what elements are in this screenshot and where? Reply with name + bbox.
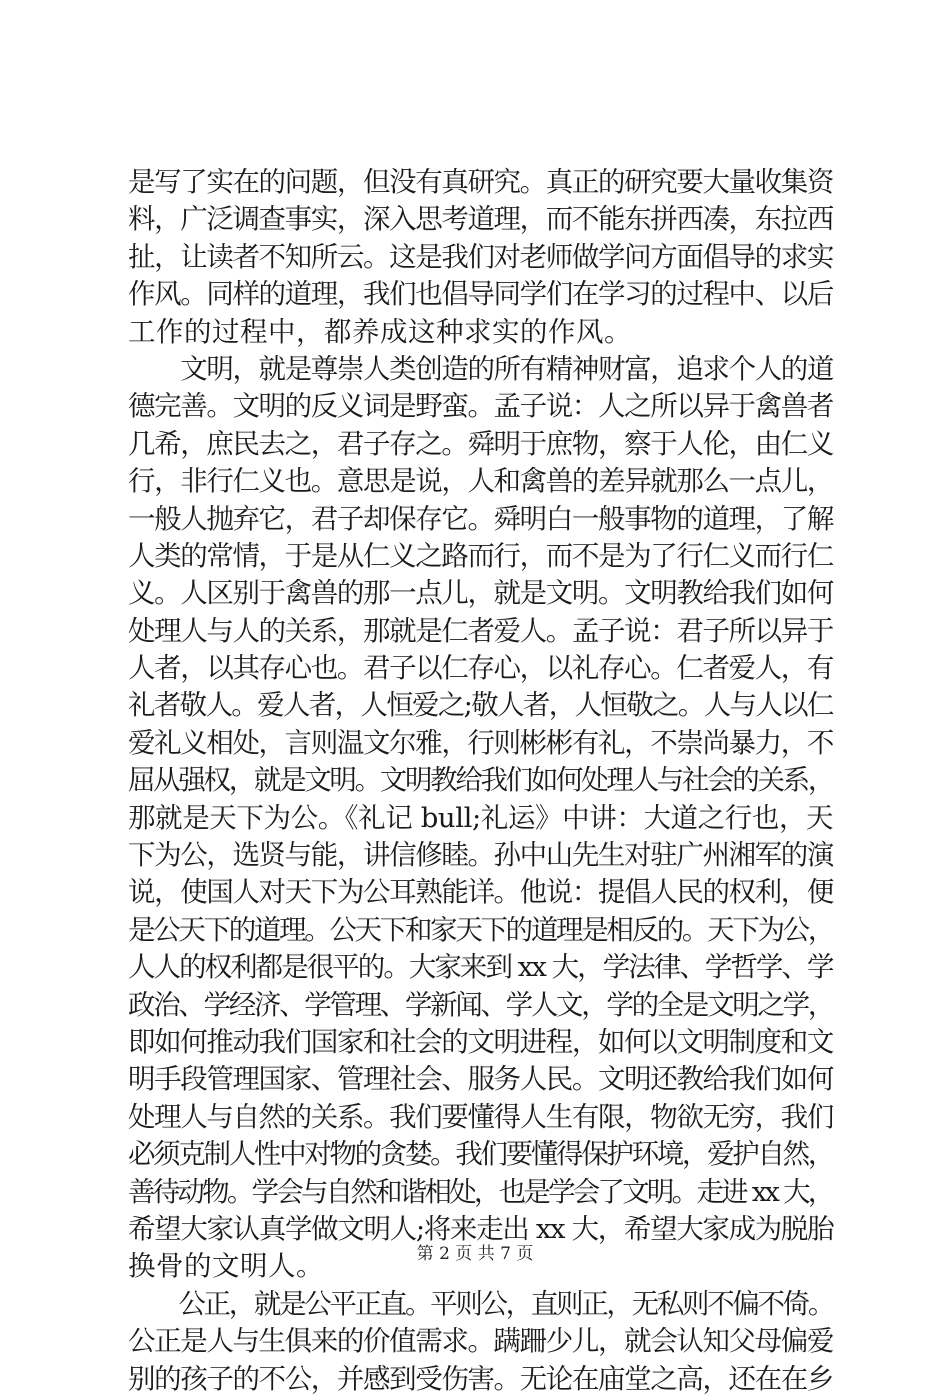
text-line: 人者，以其存心也。君子以仁存心，以礼存心。仁者爱人，有 [128,652,833,685]
text-line: 希望大家认真学做文明人;将来走出 xx 大，希望大家成为脱胎 [128,1212,834,1245]
text-line: 必须克制人性中对物的贪婪。我们要懂得保护环境，爱护自然， [128,1138,833,1171]
text-line: 文明，就是尊崇人类创造的所有精神财富，追求个人的道 [128,352,833,385]
text-line: 那就是天下为公。《礼记 bull;礼运》中讲：大道之行也，天 [128,801,834,834]
text-line: 屈从强权，就是文明。文明教给我们如何处理人与社会的关系， [128,764,833,797]
text-line: 即如何推动我们国家和社会的文明进程，如何以文明制度和文 [128,1025,833,1058]
text-line: 换骨的文明人。 [128,1250,324,1283]
text-line: 人人的权利都是很平的。大家来到 xx 大，学法律、学哲学、学 [128,951,833,984]
text-line: 公正是人与生俱来的价值需求。蹒跚少儿，就会认知父母偏爱 [128,1325,833,1358]
text-line: 德完善。文明的反义词是野蛮。孟子说：人之所以异于禽兽者 [128,390,833,423]
text-line: 扯，让读者不知所云。这是我们对老师做学问方面倡导的求实 [128,240,833,273]
page-footer: 第 2 页 共 7 页 [416,1244,534,1264]
text-line: 是写了实在的问题，但没有真研究。真正的研究要大量收集资 [128,166,833,198]
text-line: 处理人与自然的关系。我们要懂得人生有限，物欲无穷，我们 [128,1100,833,1133]
text-line: 人类的常情，于是从仁义之路而行，而不是为了行仁义而行仁 [128,539,833,572]
text-line: 爱礼义相处，言则温文尔雅，行则彬彬有礼，不崇尚暴力，不 [128,726,833,759]
text-line: 行，非行仁义也。意思是说，人和禽兽的差异就那么一点儿， [128,465,833,498]
text-line: 说，使国人对天下为公耳熟能详。他说：提倡人民的权利，便 [128,876,833,909]
text-line: 作风。同样的道理，我们也倡导同学们在学习的过程中、以后 [128,278,833,311]
text-line: 明手段管理国家、管理社会、服务人民。文明还教给我们如何 [128,1063,833,1096]
text-line: 几希，庶民去之，君子存之。舜明于庶物，察于人伦，由仁义 [128,427,833,460]
text-line: 公正，就是公平正直。平则公，直则正，无私则不偏不倚。 [128,1287,833,1320]
text-line: 料，广泛调查事实，深入思考道理，而不能东拼西凑，东拉西 [128,203,833,236]
text-line: 工作的过程中，都养成这种求实的作风。 [128,315,632,348]
text-line: 一般人抛弃它，君子却保存它。舜明白一般事物的道理，了解 [128,502,833,535]
text-line: 礼者敬人。爱人者，人恒爱之;敬人者，人恒敬之。人与人以仁 [128,689,833,722]
text-line: 义。人区别于禽兽的那一点儿，就是文明。文明教给我们如何 [128,577,833,610]
text-line: 别的孩子的不公，并感到受伤害。无论在庙堂之高，还在在乡 [128,1362,833,1395]
text-line: 是公天下的道理。公天下和家天下的道理是相反的。天下为公， [128,913,833,946]
body-text [128,164,833,1398]
text-line: 政治、学经济、学管理、学新闻、学人文，学的全是文明之学， [128,988,833,1021]
text-line: 处理人与人的关系，那就是仁者爱人。孟子说：君子所以异于 [128,614,833,647]
text-line: 善待动物。学会与自然和谐相处，也是学会了文明。走进 xx 大， [128,1175,833,1208]
text-line: 下为公，选贤与能，讲信修睦。孙中山先生对驻广州湘军的演 [128,839,833,872]
